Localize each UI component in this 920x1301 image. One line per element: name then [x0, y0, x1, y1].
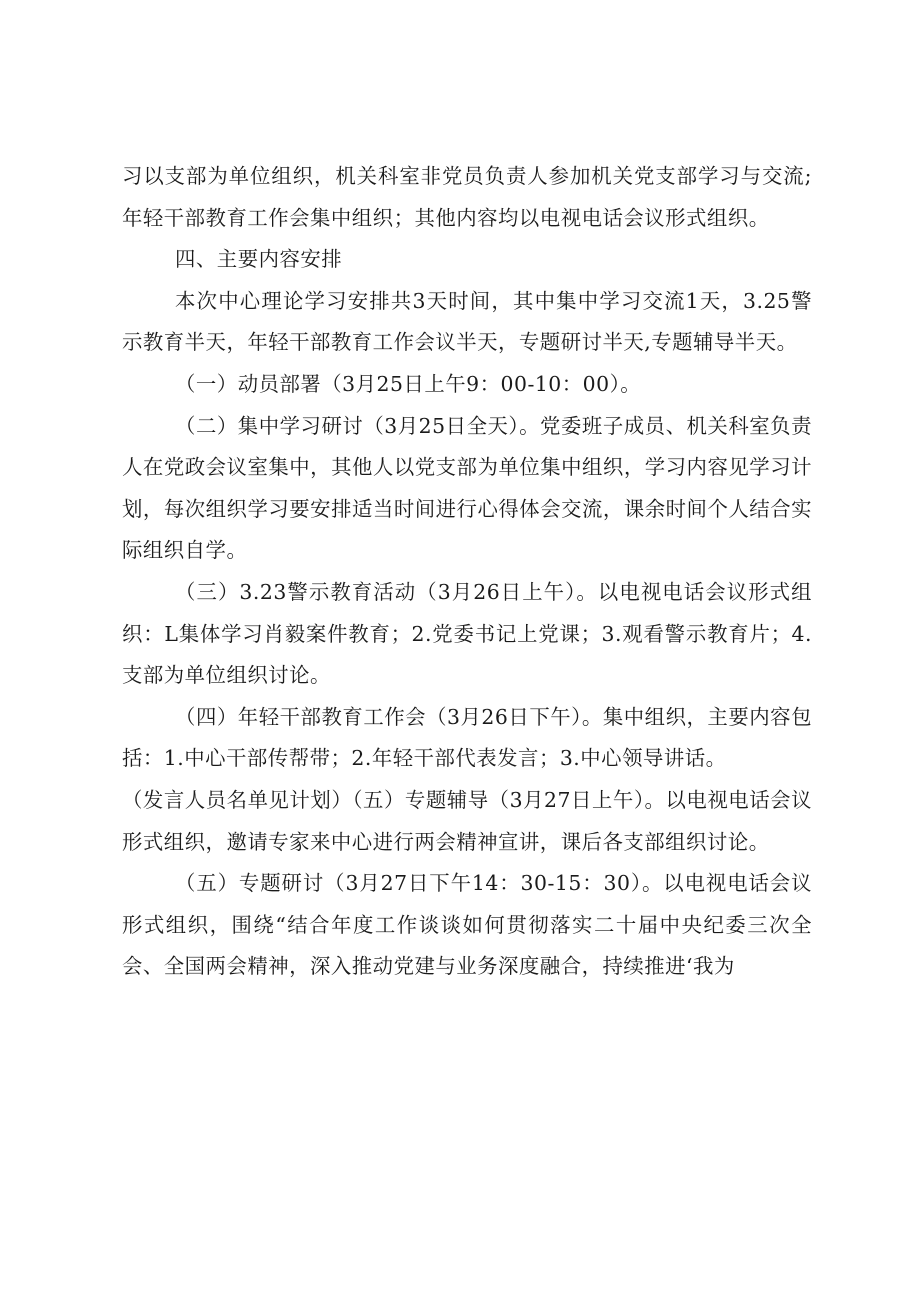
- section-heading-main-content: 四、主要内容安排: [175, 247, 343, 272]
- paragraph-schedule-overview: 本次中心理论学习安排共3天时间，其中集中学习交流1天，3.25警示教育半天，年轻干部教育工作会议半天，专题研讨半天,专题辅导半天。: [122, 288, 812, 355]
- paragraph-continuation-organization: 习以支部为单位组织，机关科室非党员负责人参加机关党支部学习与交流;年轻干部教育工作会集中组织；其他内容均以电视电话会议形式组织。: [122, 164, 812, 230]
- paragraph-item-special-lecture: （发言人员名单见计划）（五）专题辅导（3月27日上午）。以电视电话会议形式组织，邀请专家来中心进行两会精神宣讲，课后各支部组织讨论。: [122, 787, 812, 854]
- paragraph-item-young-cadres: （四）年轻干部教育工作会（3月26日下午）。集中组织，主要内容包括：1.中心干部传帮带；2.年轻干部代表发言；3.中心领导讲话。: [122, 704, 812, 771]
- paragraph-item-warning-education: （三）3.23警示教育活动（3月26日上午）。以电视电话会议形式组织：L集体学习肖毅案件教育；2.党委书记上党课；3.观看警示教育片；4.支部为单位组织讨论。: [122, 579, 812, 688]
- paragraph-item-special-seminar: （五）专题研讨（3月27日下午14：30-15：30）。以电视电话会议形式组织，围绕“结合年度工作谈谈如何贯彻落实二十届中央纪委三次全会、全国两会精神，深入推动党建与业务深度融合，持续推进‘我为: [122, 871, 812, 979]
- document-body: [122, 156, 812, 988]
- paragraph-item-centralized-study: （二）集中学习研讨（3月25日全天）。党委班子成员、机关科室负责人在党政会议室集中，其他人以党支部为单位集中组织，学习内容见学习计划，每次组织学习要安排适当时间进行心得体会交流，课余时间个人结合实际组织自学。: [122, 413, 812, 563]
- paragraph-item-mobilization: （一）动员部署（3月25日上午9：00-10：00）。: [175, 371, 642, 396]
